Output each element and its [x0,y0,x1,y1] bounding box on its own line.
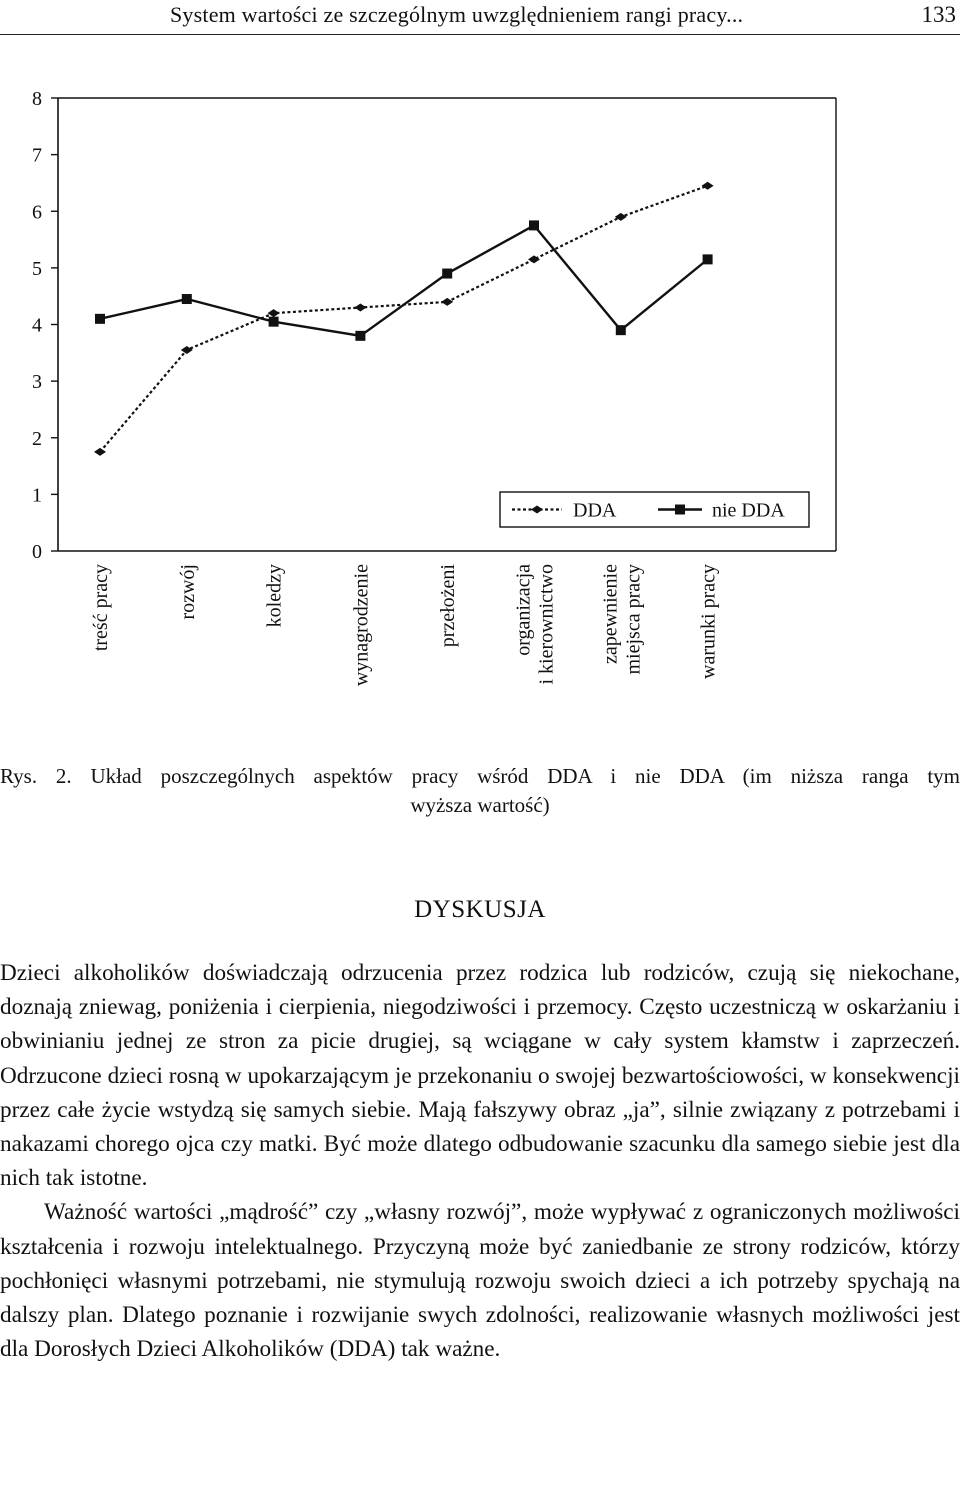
y-tick-label: 2 [32,427,42,450]
x-tick-label: koledzy [263,564,286,628]
x-tick-label: wynagrodzenie [350,564,373,687]
square-marker [442,269,452,279]
x-tick-label: zapewnienie [599,564,622,664]
body-text [0,956,960,1366]
square-marker [529,220,539,230]
y-tick-label: 6 [32,201,42,224]
line-chart [0,36,960,756]
page-number: 133 [921,2,956,27]
legend-label: nie DDA [712,499,785,522]
square-marker [355,331,365,341]
paragraph: Dzieci alkoholików doświadczają odrzucenia przez rodzica lub rodziców, czują się niekochane, doznają zniewag, poniżenia i cierpienia, niegodziwości i przemocy. Często uczestniczą w oskarżaniu i obwinianiu jednej ze stron za picie drugiej, są wciągane w cały system kłamstw i zaprzeczeń. Odrzucone dzieci rosną w upokarzającym je przekonaniu o swojej bezwartościowości, w konsekwencji przez całe życie wstydzą się samych siebie. Mają fałszywy obraz „ja”, silnie związany z potrzebami i nakazami chorego ojca czy matki. Być może dlatego odbudowanie szacunku dla samego siebie jest dla nich tak istotne. [0,960,960,1192]
figure-caption [0,762,960,820]
x-tick-label: miejsca pracy [622,564,645,675]
x-tick-label: przełożeni [437,564,460,648]
diamond-marker [94,448,106,456]
legend [500,492,809,527]
x-tick-label: i kierownictwo [535,564,558,685]
y-tick-label: 3 [32,371,42,394]
section-title: DYSKUSJA [414,896,546,923]
plot-frame [58,98,836,551]
caption-line-2: wyższa wartość) [410,793,550,817]
y-tick-label: 7 [32,144,42,167]
series-layer [94,182,714,456]
x-tick-label: organizacja [512,564,535,656]
y-tick-label: 4 [32,314,42,337]
diamond-marker [528,255,540,263]
page-header [0,0,960,35]
square-marker [269,317,279,327]
y-tick-label: 1 [32,484,42,507]
diamond-marker [354,304,366,312]
diamond-marker [268,309,280,317]
x-tick-label: treść pracy [90,564,112,652]
series-nie-dda [95,220,713,340]
square-marker [95,314,105,324]
y-tick-label: 0 [32,541,42,563]
diamond-marker [702,182,714,190]
square-marker [703,254,713,264]
y-tick-label: 5 [32,257,42,280]
series-line [100,225,708,335]
y-axis [32,88,58,563]
series-line [100,186,708,452]
y-tick-label: 8 [32,88,42,110]
square-marker [675,505,685,515]
series-dda [94,182,714,456]
x-axis-labels [90,564,720,687]
legend-label: DDA [573,499,617,522]
square-marker [616,325,626,335]
square-marker [182,294,192,304]
x-tick-label: warunki pracy [697,564,720,679]
caption-line-1: Rys. 2. Układ poszczególnych aspektów pracy wśród DDA i nie DDA (im niższa ranga tym [0,764,960,788]
x-tick-label: rozwój [176,564,199,620]
paragraph: Ważność wartości „mądrość” czy „własny rozwój”, może wypływać z ograniczonych możliwości kształcenia i rozwoju intelektualnego. Przyczyną może być zaniedbanie ze strony rodziców, którzy pochłonięci własnymi potrzebami, nie stymulują rozwoju swoich dzieci a ich potrzeby spychają na dalszy plan. Dlatego poznanie i rozwijanie swych zdolności, realizowanie własnych możliwości jest dla Dorosłych Dzieci Alkoholików (DDA) tak ważne. [0,1199,960,1363]
running-title: System wartości ze szczególnym uwzględnieniem rangi pracy... [170,2,744,27]
